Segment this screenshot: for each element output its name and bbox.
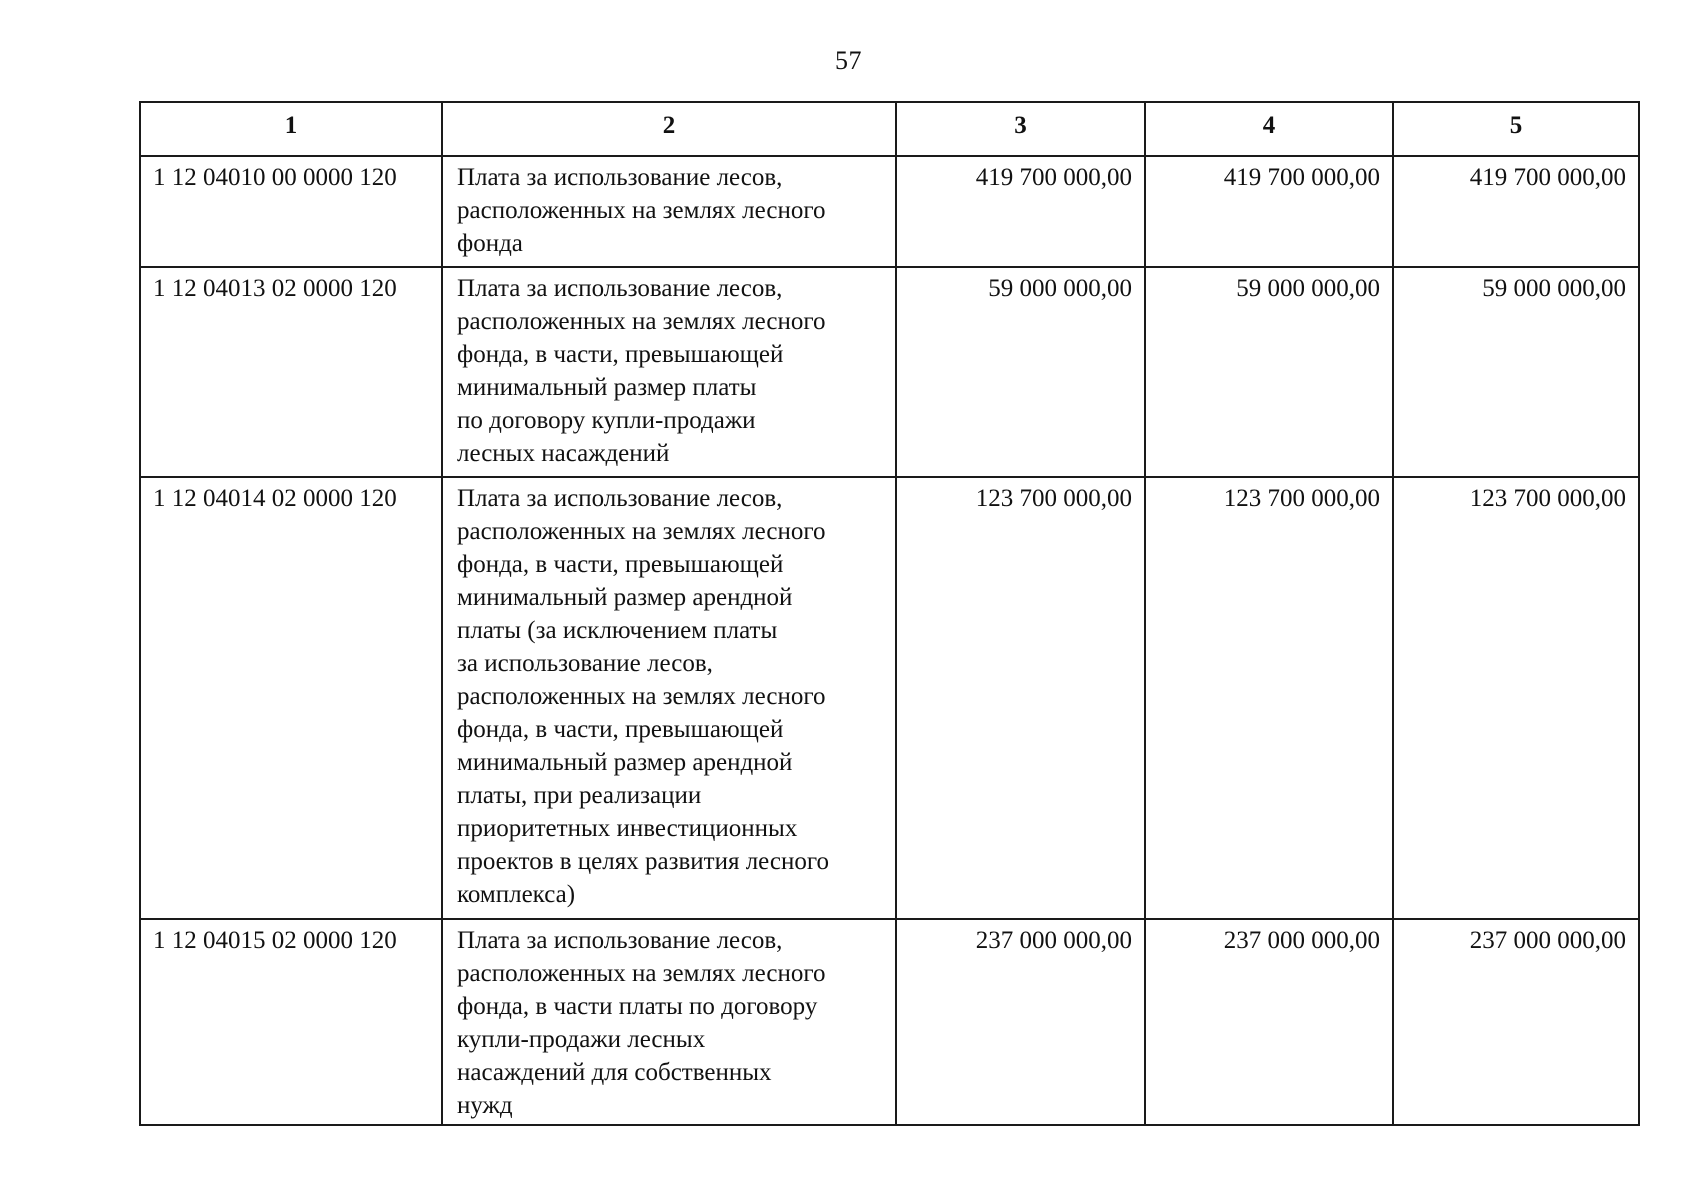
amount-cell-col3: 419 700 000,00 — [896, 156, 1145, 267]
column-header-5: 5 — [1393, 102, 1639, 156]
amount-cell-col4: 237 000 000,00 — [1145, 919, 1393, 1125]
description-cell: Плата за использование лесов, расположенных на землях лесного фонда, в части, превышающей минимальный размер платы по договору купли-продажи лесных насаждений — [442, 267, 896, 477]
column-header-2: 2 — [442, 102, 896, 156]
column-header-1: 1 — [140, 102, 442, 156]
column-header-4: 4 — [1145, 102, 1393, 156]
table-row — [140, 919, 1639, 1125]
amount-cell-col4: 419 700 000,00 — [1145, 156, 1393, 267]
amount-cell-col5: 237 000 000,00 — [1393, 919, 1639, 1125]
table-header-row — [140, 102, 1639, 156]
amount-cell-col5: 59 000 000,00 — [1393, 267, 1639, 477]
table-row — [140, 267, 1639, 477]
column-header-3: 3 — [896, 102, 1145, 156]
amount-cell-col4: 59 000 000,00 — [1145, 267, 1393, 477]
amount-cell-col5: 419 700 000,00 — [1393, 156, 1639, 267]
budget-code-cell: 1 12 04014 02 0000 120 — [140, 477, 442, 919]
amount-cell-col3: 123 700 000,00 — [896, 477, 1145, 919]
revenue-table — [139, 101, 1640, 1126]
table-row — [140, 156, 1639, 267]
amount-cell-col4: 123 700 000,00 — [1145, 477, 1393, 919]
table-row — [140, 477, 1639, 919]
description-cell: Плата за использование лесов, расположенных на землях лесного фонда, в части, превышающей минимальный размер арендной платы (за исключением платы за использование лесов, расположенных на землях лесного фонда, в части, превышающей минимальный размер арендной платы, при реализации приоритетных инвестиционных проектов в целях развития лесного комплекса) — [442, 477, 896, 919]
amount-cell-col3: 59 000 000,00 — [896, 267, 1145, 477]
page-number: 57 — [835, 46, 862, 75]
amount-cell-col5: 123 700 000,00 — [1393, 477, 1639, 919]
description-cell: Плата за использование лесов, расположенных на землях лесного фонда — [442, 156, 896, 267]
description-cell: Плата за использование лесов, расположенных на землях лесного фонда, в части платы по договору купли-продажи лесных насаждений для собственных нужд — [442, 919, 896, 1125]
budget-code-cell: 1 12 04013 02 0000 120 — [140, 267, 442, 477]
amount-cell-col3: 237 000 000,00 — [896, 919, 1145, 1125]
budget-code-cell: 1 12 04015 02 0000 120 — [140, 919, 442, 1125]
budget-code-cell: 1 12 04010 00 0000 120 — [140, 156, 442, 267]
